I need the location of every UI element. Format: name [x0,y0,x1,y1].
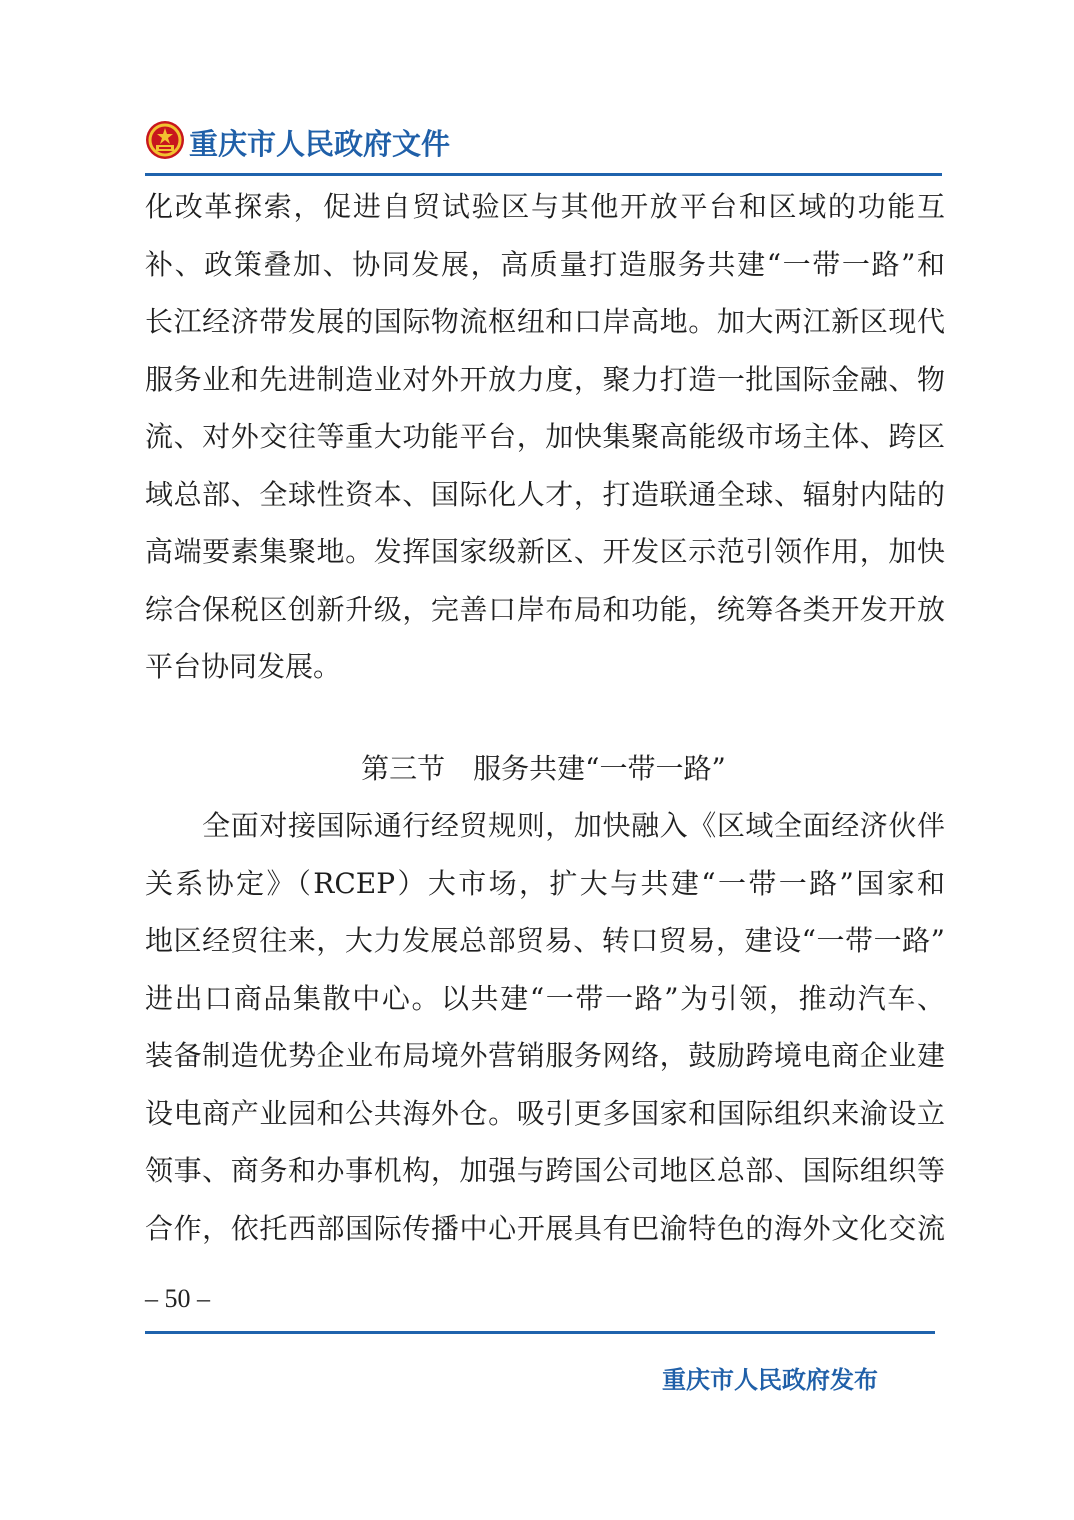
header-title: 重庆市人民政府文件 [189,127,451,161]
paragraph-line: 关系协定》（RCEP）大市场，扩大与共建“一带一路”国家和 [145,866,945,900]
section-heading: 第三节 服务共建“一带一路” [361,752,726,785]
paragraph-line: 流、对外交往等重大功能平台，加快集聚高能级市场主体、跨区 [145,420,945,453]
footer-divider [145,1331,935,1334]
paragraph-line: 设电商产业园和公共海外仓。吸引更多国家和国际组织来渝设立 [145,1096,945,1130]
footer-publisher: 重庆市人民政府发布 [662,1365,878,1394]
header-divider [145,173,942,176]
document-header [145,118,945,170]
paragraph-line: 高端要素集聚地。发挥国家级新区、开发区示范引领作用，加快 [145,535,945,568]
paragraph-line: 化改革探索，促进自贸试验区与其他开放平台和区域的功能互 [145,190,945,223]
paragraph-line: 平台协同发展。 [145,650,342,683]
page-number: – 50 – [145,1284,210,1313]
paragraph-1 [145,178,945,696]
paragraph-line: 装备制造优势企业布局境外营销服务网络，鼓励跨境电商企业建 [145,1039,945,1072]
paragraph-line: 补、政策叠加、协同发展，高质量打造服务共建“一带一路”和 [145,247,945,281]
paragraph-line: 长江经济带发展的国际物流枢纽和口岸高地。加大两江新区现代 [145,305,945,338]
paragraph-line: 进出口商品集散中心。以共建“一带一路”为引领，推动汽车、 [145,981,945,1015]
paragraph-line: 领事、商务和办事机构，加强与跨国公司地区总部、国际组织等 [145,1154,945,1187]
paragraph-line: 全面对接国际通行经贸规则，加快融入《区域全面经济伙伴 [145,809,945,842]
paragraph-2 [145,797,945,1257]
paragraph-line: 地区经贸往来，大力发展总部贸易、转口贸易，建设“一带一路” [145,924,945,957]
paragraph-line: 合作，依托西部国际传播中心开展具有巴渝特色的海外文化交流 [145,1211,945,1245]
paragraph-line: 域总部、全球性资本、国际化人才，打造联通全球、辐射内陆的 [145,477,945,511]
national-emblem-icon [145,120,185,160]
paragraph-line: 服务业和先进制造业对外开放力度，聚力打造一批国际金融、物 [145,362,945,396]
paragraph-line: 综合保税区创新升级，完善口岸布局和功能，统筹各类开发开放 [145,592,945,626]
